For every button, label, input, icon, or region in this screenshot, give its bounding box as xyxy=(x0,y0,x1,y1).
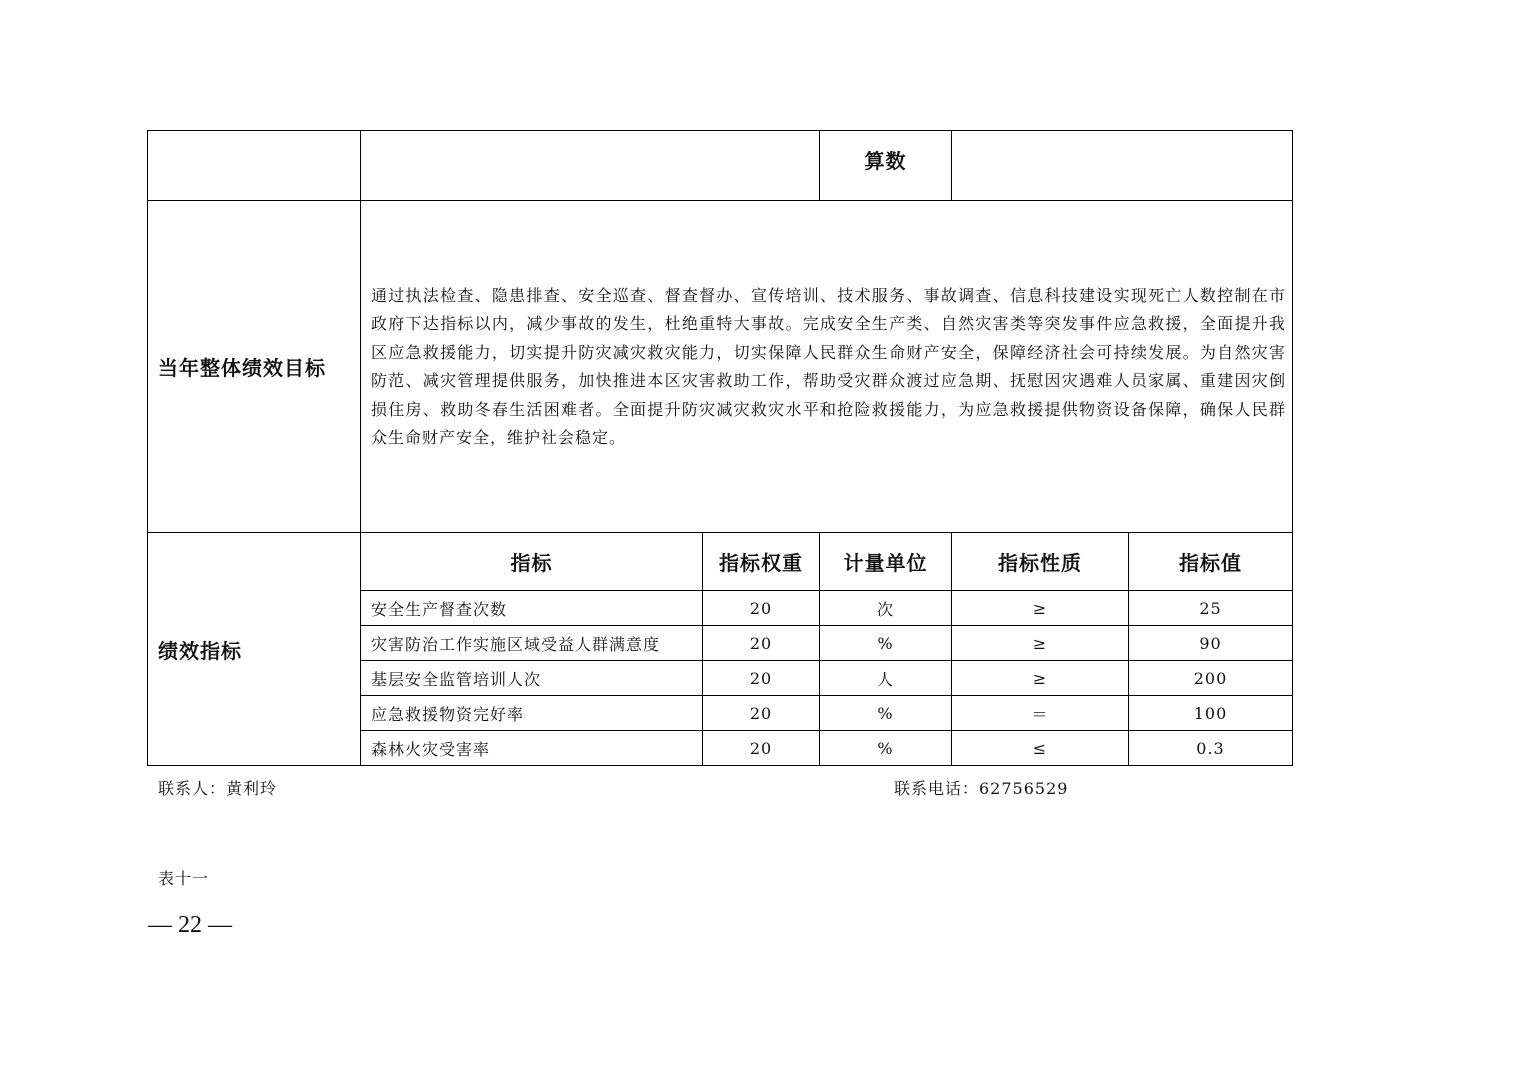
table-row-value: 100 xyxy=(1193,703,1228,723)
header-unit: 计量单位 xyxy=(843,551,928,575)
top-row-label: 算数 xyxy=(864,148,907,173)
table-row-value: 200 xyxy=(1193,668,1228,688)
next-table-label: 表十一 xyxy=(158,869,210,888)
table-row-weight: 20 xyxy=(749,703,773,723)
goal-label: 当年整体绩效目标 xyxy=(158,356,326,380)
header-indicator: 指标 xyxy=(510,551,553,575)
contact-person: 联系人：黄利玲 xyxy=(158,779,278,798)
header-value: 指标值 xyxy=(1179,551,1242,575)
table-row-value: 25 xyxy=(1199,598,1222,618)
page-number: — 22 — xyxy=(148,912,232,938)
table-row-weight: 20 xyxy=(749,598,773,618)
table-row-indicator: 应急救援物资完好率 xyxy=(371,704,525,724)
table-row-nature: ＝ xyxy=(1031,704,1049,724)
table-border-right xyxy=(1292,130,1293,766)
table-row-weight: 20 xyxy=(749,633,773,653)
table-row-unit: % xyxy=(877,633,894,653)
table-row-unit: 人 xyxy=(876,669,894,689)
indicators-label: 绩效指标 xyxy=(158,638,242,663)
table-row-weight: 20 xyxy=(749,668,773,688)
contact-phone: 联系电话：62756529 xyxy=(894,779,1069,798)
table-row-nature: ≥ xyxy=(1032,633,1048,653)
table-divider xyxy=(951,130,952,201)
table-row-unit: % xyxy=(877,703,894,723)
table-row-value: 90 xyxy=(1199,633,1222,653)
table-border-top xyxy=(147,130,1293,131)
table-row-indicator: 基层安全监管培训人次 xyxy=(371,669,542,689)
table-row-nature: ≥ xyxy=(1032,668,1048,688)
table-row-indicator: 灾害防治工作实施区域受益人群满意度 xyxy=(371,634,661,654)
table-row-value: 0.3 xyxy=(1196,738,1225,758)
table-row-indicator: 安全生产督查次数 xyxy=(371,599,508,619)
table-row-unit: % xyxy=(877,738,894,758)
table-row-nature: ≤ xyxy=(1032,738,1048,758)
header-weight: 指标权重 xyxy=(719,551,803,575)
table-row-indicator: 森林火灾受害率 xyxy=(371,739,491,759)
table-row-nature: ≥ xyxy=(1032,598,1048,618)
goal-text: 通过执法检查、隐患排查、安全巡查、督查督办、宣传培训、技术服务、事故调查、信息科技建设实现死亡人数控制在市政府下达指标以内，减少事故的发生，杜绝重特大事故。完成安全生产类、自然灾害类等突发事件应急救援，全面提升我区应急救援能力，切实提升防灾减灾救灾能力，切实保障人民群众生命财产安全，保障经济社会可持续发展。为自然灾害防范、减灾管理提供服务，加快推进本区灾害救助工作，帮助受灾群众渡过应急期、抚慰因灾遇难人员家属、重建因灾倒损住房、救助冬春生活困难者。全面提升防灾减灾救灾水平和抢险救援能力，为应急救援提供物资设备保障，确保人民群众生命财产安全，维护社会稳定。 xyxy=(371,286,1286,448)
table-row-unit: 次 xyxy=(876,599,894,619)
table-row-weight: 20 xyxy=(749,738,773,758)
table-border-bottom xyxy=(147,765,1293,766)
header-nature: 指标性质 xyxy=(998,551,1082,575)
